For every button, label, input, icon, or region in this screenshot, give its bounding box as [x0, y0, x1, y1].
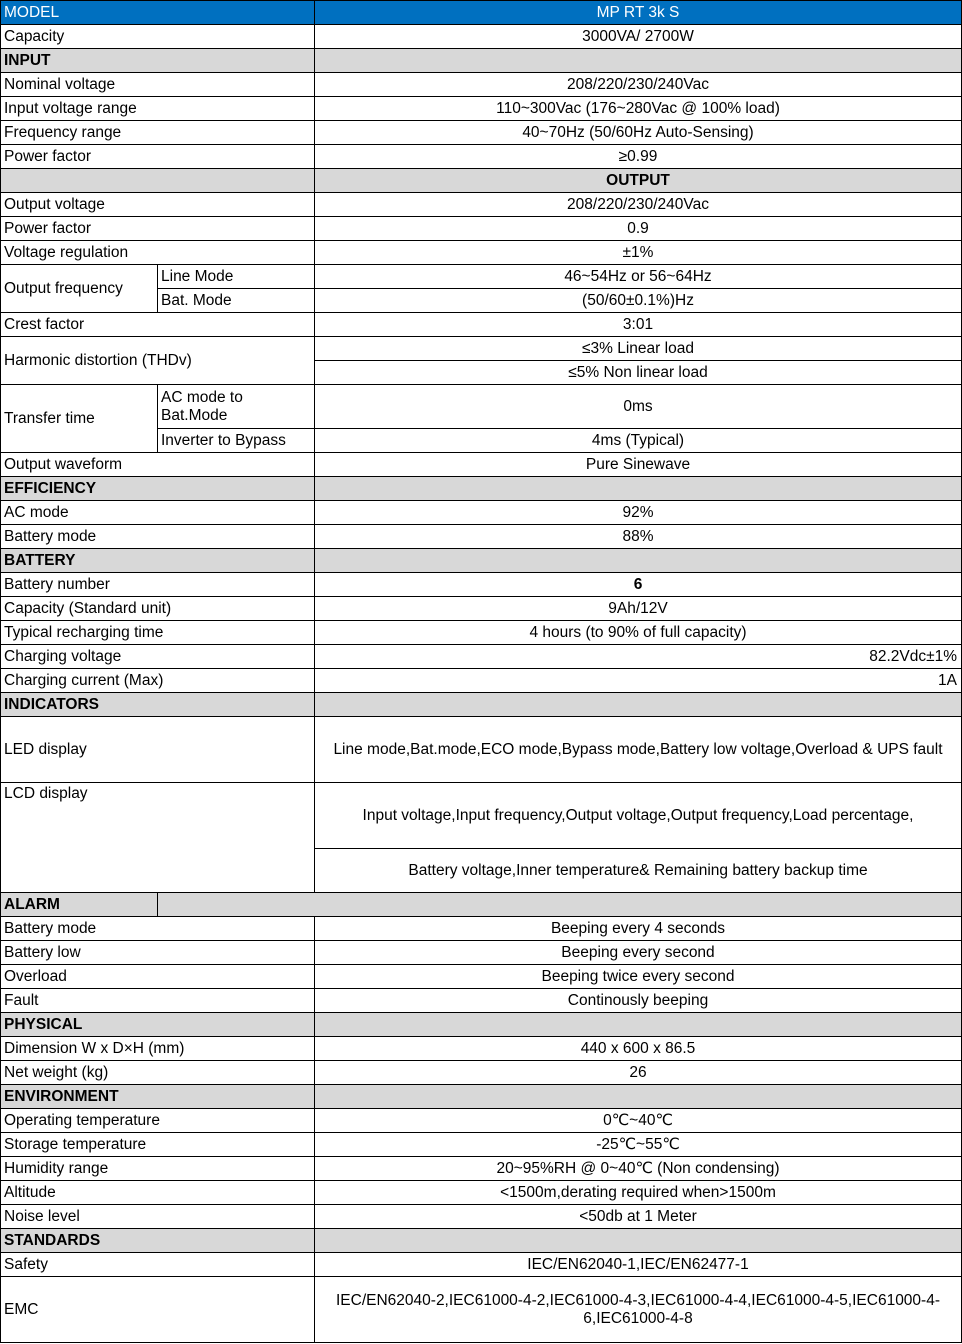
row-value: 0.9 — [315, 217, 962, 241]
section-blank — [315, 693, 962, 717]
section-alarm — [1, 893, 962, 917]
table-row — [1, 989, 962, 1013]
row-value: 46~54Hz or 56~64Hz — [315, 265, 962, 289]
table-row — [1, 193, 962, 217]
row-label: Output frequency — [1, 265, 158, 313]
row-value: 9Ah/12V — [315, 597, 962, 621]
section-blank — [315, 49, 962, 73]
row-value: ≤3% Linear load — [315, 337, 962, 361]
table-row — [1, 941, 962, 965]
row-label: Voltage regulation — [1, 241, 315, 265]
section-title: OUTPUT — [315, 169, 962, 193]
table-row — [1, 1157, 962, 1181]
row-label: Power factor — [1, 217, 315, 241]
row-value: Beeping every second — [315, 941, 962, 965]
row-label: Nominal voltage — [1, 73, 315, 97]
table-row — [1, 669, 962, 693]
row-value: 40~70Hz (50/60Hz Auto-Sensing) — [315, 121, 962, 145]
row-value: <50db at 1 Meter — [315, 1205, 962, 1229]
table-row — [1, 525, 962, 549]
row-value: IEC/EN62040-1,IEC/EN62477-1 — [315, 1253, 962, 1277]
row-label: LED display — [1, 717, 315, 783]
row-label: AC mode — [1, 501, 315, 525]
table-row — [1, 1133, 962, 1157]
row-label: Net weight (kg) — [1, 1061, 315, 1085]
row-value: 1A — [315, 669, 962, 693]
row-value: 110~300Vac (176~280Vac @ 100% load) — [315, 97, 962, 121]
section-output — [1, 169, 962, 193]
row-label: Charging current (Max) — [1, 669, 315, 693]
table-row — [1, 501, 962, 525]
section-environment — [1, 1085, 962, 1109]
row-value: 6 — [315, 573, 962, 597]
row-label: Transfer time — [1, 385, 158, 453]
row-label: Battery mode — [1, 917, 315, 941]
row-value: 88% — [315, 525, 962, 549]
row-value: <1500m,derating required when>1500m — [315, 1181, 962, 1205]
row-value: 26 — [315, 1061, 962, 1085]
row-value: (50/60±0.1%)Hz — [315, 289, 962, 313]
row-label: Capacity (Standard unit) — [1, 597, 315, 621]
row-value: Beeping twice every second — [315, 965, 962, 989]
row-value: Line mode,Bat.mode,ECO mode,Bypass mode,Battery low voltage,Overload & UPS fault — [315, 717, 962, 783]
row-value: 4 hours (to 90% of full capacity) — [315, 621, 962, 645]
section-blank — [315, 1085, 962, 1109]
sub-label: Inverter to Bypass — [158, 429, 315, 453]
row-value: 208/220/230/240Vac — [315, 73, 962, 97]
section-standards — [1, 1229, 962, 1253]
sub-label: Line Mode — [158, 265, 315, 289]
section-blank — [158, 893, 962, 917]
row-label: Crest factor — [1, 313, 315, 337]
table-row — [1, 917, 962, 941]
section-title: INDICATORS — [1, 693, 315, 717]
row-label: Humidity range — [1, 1157, 315, 1181]
table-row — [1, 25, 962, 49]
row-label: Storage temperature — [1, 1133, 315, 1157]
row-label: Power factor — [1, 145, 315, 169]
table-row — [1, 265, 962, 289]
section-blank — [315, 1229, 962, 1253]
table-row — [1, 453, 962, 477]
row-value: Battery voltage,Inner temperature& Remaining battery backup time — [315, 849, 962, 893]
row-value: Pure Sinewave — [315, 453, 962, 477]
table-row — [1, 965, 962, 989]
row-label: Output voltage — [1, 193, 315, 217]
row-label: Harmonic distortion (THDv) — [1, 337, 315, 385]
row-label: Input voltage range — [1, 97, 315, 121]
model-value: MP RT 3k S — [315, 1, 962, 25]
table-row — [1, 145, 962, 169]
row-label: Battery mode — [1, 525, 315, 549]
row-label: Noise level — [1, 1205, 315, 1229]
sub-label: Bat. Mode — [158, 289, 315, 313]
row-value: 0ms — [315, 385, 962, 429]
row-value: 208/220/230/240Vac — [315, 193, 962, 217]
table-row — [1, 1277, 962, 1343]
table-row — [1, 1253, 962, 1277]
row-label: Operating temperature — [1, 1109, 315, 1133]
table-row — [1, 1109, 962, 1133]
row-label: Capacity — [1, 25, 315, 49]
section-blank — [315, 477, 962, 501]
row-label: Typical recharging time — [1, 621, 315, 645]
row-label: Charging voltage — [1, 645, 315, 669]
row-value: 3000VA/ 2700W — [315, 25, 962, 49]
row-value: 92% — [315, 501, 962, 525]
section-blank — [315, 1013, 962, 1037]
row-label: EMC — [1, 1277, 315, 1343]
section-title: INPUT — [1, 49, 315, 73]
section-blank — [1, 169, 315, 193]
row-value: ≥0.99 — [315, 145, 962, 169]
section-title: STANDARDS — [1, 1229, 315, 1253]
table-row — [1, 385, 962, 429]
table-row — [1, 337, 962, 361]
table-row — [1, 241, 962, 265]
row-value: -25℃~55℃ — [315, 1133, 962, 1157]
row-label: Frequency range — [1, 121, 315, 145]
row-label: Safety — [1, 1253, 315, 1277]
row-value: ±1% — [315, 241, 962, 265]
section-indicators — [1, 693, 962, 717]
row-value: 82.2Vdc±1% — [315, 645, 962, 669]
row-label: Overload — [1, 965, 315, 989]
row-label: Battery number — [1, 573, 315, 597]
row-value: Beeping every 4 seconds — [315, 917, 962, 941]
table-row — [1, 1061, 962, 1085]
section-title: PHYSICAL — [1, 1013, 315, 1037]
row-value: Continously beeping — [315, 989, 962, 1013]
row-label: Dimension W x D×H (mm) — [1, 1037, 315, 1061]
section-title: EFFICIENCY — [1, 477, 315, 501]
section-title: ENVIRONMENT — [1, 1085, 315, 1109]
table-row — [1, 1205, 962, 1229]
row-value: 4ms (Typical) — [315, 429, 962, 453]
table-row — [1, 1181, 962, 1205]
row-value: IEC/EN62040-2,IEC61000-4-2,IEC61000-4-3,IEC61000-4-4,IEC61000-4-5,IEC61000-4-6,IEC61000-4-8 — [315, 1277, 962, 1343]
table-row — [1, 73, 962, 97]
table-row — [1, 573, 962, 597]
model-label: MODEL — [1, 1, 315, 25]
table-row — [1, 717, 962, 783]
row-label: Fault — [1, 989, 315, 1013]
table-row — [1, 97, 962, 121]
row-value: ≤5% Non linear load — [315, 361, 962, 385]
row-value: 0℃~40℃ — [315, 1109, 962, 1133]
row-value: 440 x 600 x 86.5 — [315, 1037, 962, 1061]
row-label: LCD display — [1, 783, 315, 893]
section-efficiency — [1, 477, 962, 501]
section-blank — [315, 549, 962, 573]
section-battery — [1, 549, 962, 573]
row-label: Output waveform — [1, 453, 315, 477]
row-value: 3:01 — [315, 313, 962, 337]
table-row — [1, 121, 962, 145]
row-label: Battery low — [1, 941, 315, 965]
table-row — [1, 597, 962, 621]
header-row — [1, 1, 962, 25]
table-row — [1, 621, 962, 645]
row-value: Input voltage,Input frequency,Output voltage,Output frequency,Load percentage, — [315, 783, 962, 849]
section-input — [1, 49, 962, 73]
section-title: BATTERY — [1, 549, 315, 573]
table-row — [1, 783, 962, 849]
table-row — [1, 1037, 962, 1061]
sub-label: AC mode to Bat.Mode — [158, 385, 315, 429]
table-row — [1, 217, 962, 241]
row-value: 20~95%RH @ 0~40℃ (Non condensing) — [315, 1157, 962, 1181]
row-label: Altitude — [1, 1181, 315, 1205]
section-title: ALARM — [1, 893, 158, 917]
table-row — [1, 313, 962, 337]
section-physical — [1, 1013, 962, 1037]
table-row — [1, 645, 962, 669]
